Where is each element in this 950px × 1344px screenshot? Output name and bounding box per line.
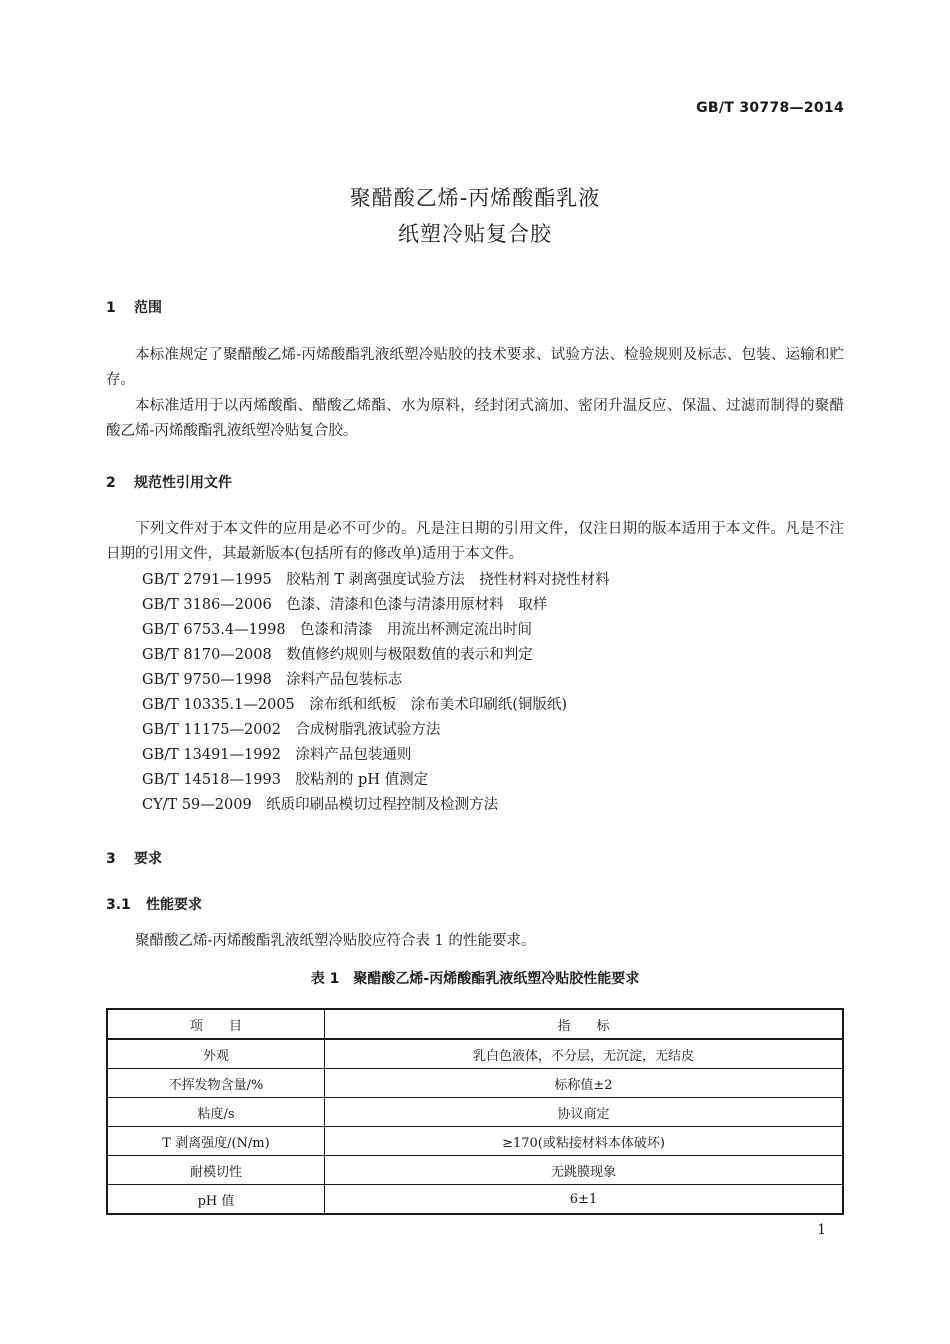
section3-number: 3 bbox=[106, 851, 116, 867]
table-cell-item: pH 值 bbox=[107, 1185, 325, 1215]
reference-item: GB/T 6753.4—1998 色漆和清漆 用流出杯测定流出时间 bbox=[142, 622, 533, 638]
section1-heading bbox=[106, 297, 162, 317]
table-row bbox=[107, 1098, 843, 1127]
reference-item: GB/T 9750—1998 涂料产品包装标志 bbox=[142, 672, 403, 688]
section2-number: 2 bbox=[106, 475, 116, 491]
reference-item: GB/T 8170—2008 数值修约规则与极限数值的表示和判定 bbox=[142, 647, 533, 663]
subsection-3-1-heading bbox=[106, 894, 202, 914]
table-header-row bbox=[107, 1009, 843, 1039]
table-header-indicator: 指 标 bbox=[325, 1009, 844, 1039]
table-cell-item: 不挥发物含量/% bbox=[107, 1069, 325, 1098]
reference-item: GB/T 10335.1—2005 涂布纸和纸板 涂布美术印刷纸(铜版纸) bbox=[142, 697, 568, 713]
section1-number: 1 bbox=[106, 300, 116, 316]
reference-item: GB/T 2791—1995 胶粘剂 T 剥离强度试验方法 挠性材料对挠性材料 bbox=[142, 572, 610, 588]
table-row bbox=[107, 1039, 843, 1069]
reference-item: CY/T 59—2009 纸质印刷品模切过程控制及检测方法 bbox=[142, 797, 499, 813]
table-cell-indicator: 标称值±2 bbox=[325, 1069, 844, 1098]
table-row bbox=[107, 1127, 843, 1156]
table-cell-item: T 剥离强度/(N/m) bbox=[107, 1127, 325, 1156]
reference-item: GB/T 3186—2006 色漆、清漆和色漆与清漆用原材料 取样 bbox=[142, 597, 548, 613]
section1-paragraph-1: 本标准规定了聚醋酸乙烯-丙烯酸酯乳液纸塑冷贴胶的技术要求、试验方法、检验规则及标志、包装、运输和贮存。 bbox=[106, 347, 844, 388]
subsection-3-1-text: 聚醋酸乙烯-丙烯酸酯乳液纸塑冷贴胶应符合表 1 的性能要求。 bbox=[135, 933, 536, 949]
document-title-line2: 纸塑冷贴复合胶 bbox=[398, 222, 552, 246]
reference-item: GB/T 11175—2002 合成树脂乳液试验方法 bbox=[142, 722, 441, 738]
table-cell-indicator: 协议商定 bbox=[325, 1098, 844, 1127]
table-row bbox=[107, 1185, 843, 1215]
reference-item: GB/T 13491—1992 涂料产品包装通则 bbox=[142, 747, 412, 763]
table-cell-indicator: ≥170(或粘接材料本体破坏) bbox=[325, 1127, 844, 1156]
section3-title: 要求 bbox=[134, 851, 162, 867]
table-header-item: 项 目 bbox=[107, 1009, 325, 1039]
section1-title: 范围 bbox=[134, 300, 162, 316]
table-cell-item: 耐模切性 bbox=[107, 1156, 325, 1185]
table-cell-item: 粘度/s bbox=[107, 1098, 325, 1127]
section2-intro: 下列文件对于本文件的应用是必不可少的。凡是注日期的引用文件，仅注日期的版本适用于本文件。凡是不注日期的引用文件，其最新版本(包括所有的修改单)适用于本文件。 bbox=[106, 521, 844, 562]
section2-heading bbox=[106, 472, 232, 492]
reference-item: GB/T 14518—1993 胶粘剂的 pH 值测定 bbox=[142, 772, 429, 788]
table-cell-indicator: 无跳膜现象 bbox=[325, 1156, 844, 1185]
subsection-3-1-title: 性能要求 bbox=[146, 897, 202, 913]
table-row bbox=[107, 1156, 843, 1185]
table-cell-indicator: 6±1 bbox=[325, 1185, 844, 1215]
table-row bbox=[107, 1069, 843, 1098]
table-cell-item: 外观 bbox=[107, 1039, 325, 1069]
standard-code: GB/T 30778—2014 bbox=[696, 100, 844, 116]
page-number: 1 bbox=[817, 1222, 826, 1238]
subsection-3-1-number: 3.1 bbox=[106, 897, 131, 913]
table-cell-indicator: 乳白色液体，不分层，无沉淀，无结皮 bbox=[325, 1039, 844, 1069]
reference-list bbox=[142, 568, 610, 818]
document-title-line1: 聚醋酸乙烯-丙烯酸酯乳液 bbox=[349, 186, 601, 210]
requirements-table bbox=[106, 1008, 844, 1215]
section3-heading bbox=[106, 848, 162, 868]
section1-paragraph-2: 本标准适用于以丙烯酸酯、醋酸乙烯酯、水为原料，经封闭式滴加、密闭升温反应、保温、过滤而制得的聚醋酸乙烯-丙烯酸酯乳液纸塑冷贴复合胶。 bbox=[106, 398, 844, 439]
table1-caption: 表 1 聚醋酸乙烯-丙烯酸酯乳液纸塑冷贴胶性能要求 bbox=[310, 971, 640, 987]
section2-title: 规范性引用文件 bbox=[134, 475, 232, 491]
